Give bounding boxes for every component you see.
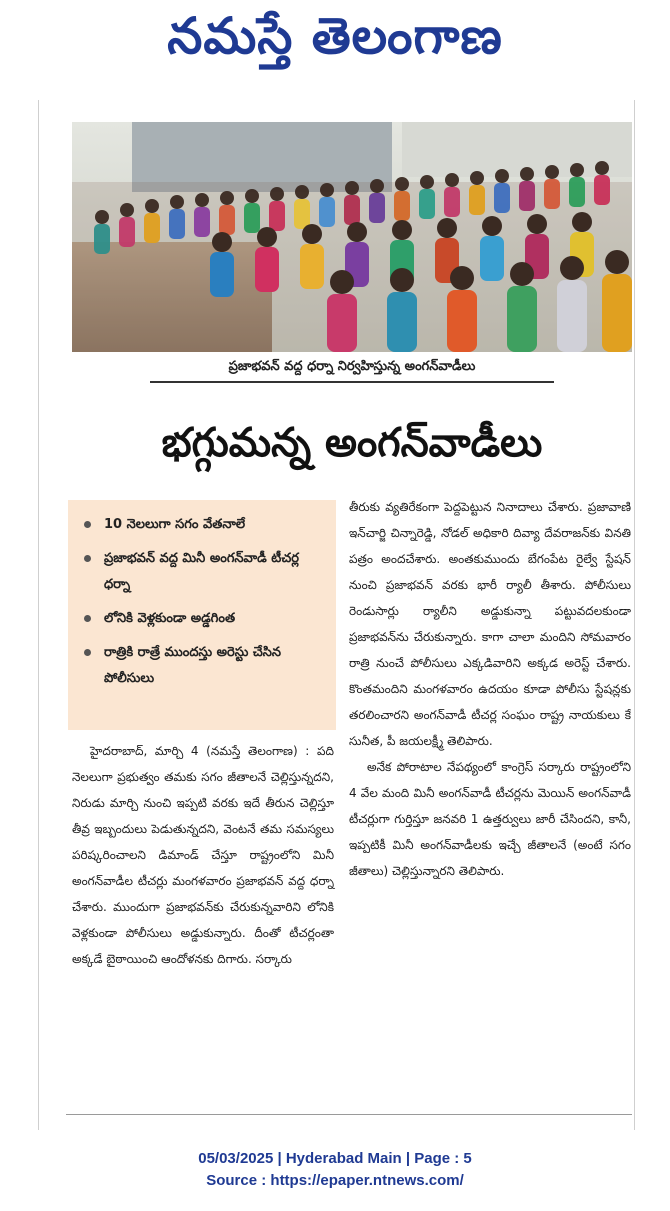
article-bottom-rule — [66, 1114, 632, 1115]
article-paragraph: అనేక పోరాటాల నేపథ్యంలో కాంగ్రెస్ సర్కారు రాష్ట్రంలోని 4 వేల మంది మినీ అంగన్‌వాడీ టీచర్లను మెయిన్ అంగన్‌వాడీ టీచర్లుగా గుర్తిస్తూ జనవరి 1 ఉత్తర్వులు జారీ చేసిందని, కానీ, ఇప్పటికీ మినీ అంగన్‌వాడీలకు ఇచ్చే జీతాలనే (అంటే సగం జీతాలు) చెల్లిస్తున్నారని తెలిపారు. — [349, 760, 631, 878]
column-rule-right — [634, 100, 635, 1130]
footer-source-line: Source : https://epaper.ntnews.com/ — [206, 1172, 464, 1189]
headline: భగ్గుమన్న అంగన్‌వాడీలు — [161, 420, 543, 466]
column-rule-left — [38, 100, 39, 1130]
masthead-title: నమస్తే తెలంగాణ — [167, 7, 503, 65]
highlight-item: లోనికి వెళ్లకుండా అడ్డగింత — [82, 606, 326, 632]
highlight-item: 10 నెలలుగా సగం వేతనాలే — [82, 512, 326, 538]
bullet-icon — [84, 521, 91, 528]
article-column-right — [349, 494, 631, 884]
news-photo — [72, 122, 632, 352]
photo-caption: ప్రజాభవన్ వద్ద ధర్నా నిర్వహిస్తున్న అంగన్‌వాడీలు — [228, 359, 476, 374]
bullet-icon — [84, 615, 91, 622]
protest-photo-illustration — [72, 122, 632, 352]
highlight-item: రాత్రికి రాత్రే ముందస్తు అరెస్టు చేసిన పోలీసులు — [82, 640, 326, 692]
article-paragraph: తీరుకు వ్యతిరేకంగా పెద్దపెట్టున నినాదాలు చేశారు. ప్రజావాణి ఇన్‌చార్జి చిన్నారెడ్డి, నోడల్ అధికారి దివ్యా దేవరాజన్‌కు వినతి పత్రం అందచేశారు. అంతకుముందు బేగంపేట రైల్వే స్టేషన్ నుంచి ప్రజాభవన్ వరకు భారీ ర్యాలీ తీశారు. పోలీసులు రెండుసార్లు ర్యాలీని అడ్డుకున్నా పట్టువదలకుండా ప్రజాభవన్‌ను చేరుకున్నారు. కాగా చాలా మందిని సోమవారం రాత్రి నుంచే పోలీసులు ఎక్కడివారిని అక్కడ అరెస్ట్ చేశారు. కొంతమందిని మంగళవారం ఉదయం కూడా పోలీసు స్టేషన్లకు తరలించారని అంగన్‌వాడీ టీచర్ల సంఘం రాష్ట్ర నాయకులు కే సునీత, పీ జయలక్ష్మీ తెలిపారు. — [349, 500, 631, 748]
footer — [0, 1148, 670, 1192]
highlight-item: ప్రజాభవన్ వద్ద మినీ అంగన్‌వాడీ టీచర్ల ధర్నా — [82, 546, 326, 598]
highlights-list — [82, 512, 326, 692]
bullet-icon — [84, 555, 91, 562]
article-paragraph: హైదరాబాద్, మార్చి 4 (నమస్తే తెలంగాణ) : పది నెలలుగా ప్రభుత్వం తమకు సగం జీతాలనే చెల్లిస్తున్నదని, నిరుడు మార్చి నుంచి ఇప్పటి వరకు ఇదే తీరున చెల్లిస్తూ తీవ్ర ఇబ్బందులు పెడుతున్నదని, వెంటనే తమ సమస్యలు పరిష్కరించాలని డిమాండ్ చేస్తూ రాష్ట్రంలోని మినీ అంగన్‌వాడీల టీచర్లు మంగళవారం ప్రజాభవన్ వద్ద ధర్నా చేశారు. ముందుగా ప్రజాభవన్‌కు చేరుకున్నవారిని లోనికి వెళ్లకుండా పోలీసులు అడ్డుకున్నారు. దీంతో టీచర్లంతా అక్కడే బైఠాయించి ఆందోళనకు దిగారు. సర్కారు — [72, 744, 334, 966]
masthead — [0, 4, 670, 68]
footer-edition-line: 05/03/2025 | Hyderabad Main | Page : 5 — [198, 1150, 472, 1167]
caption-underline — [150, 381, 554, 383]
bullet-icon — [84, 649, 91, 656]
article-column-left — [72, 738, 334, 972]
highlights-box — [68, 500, 336, 730]
